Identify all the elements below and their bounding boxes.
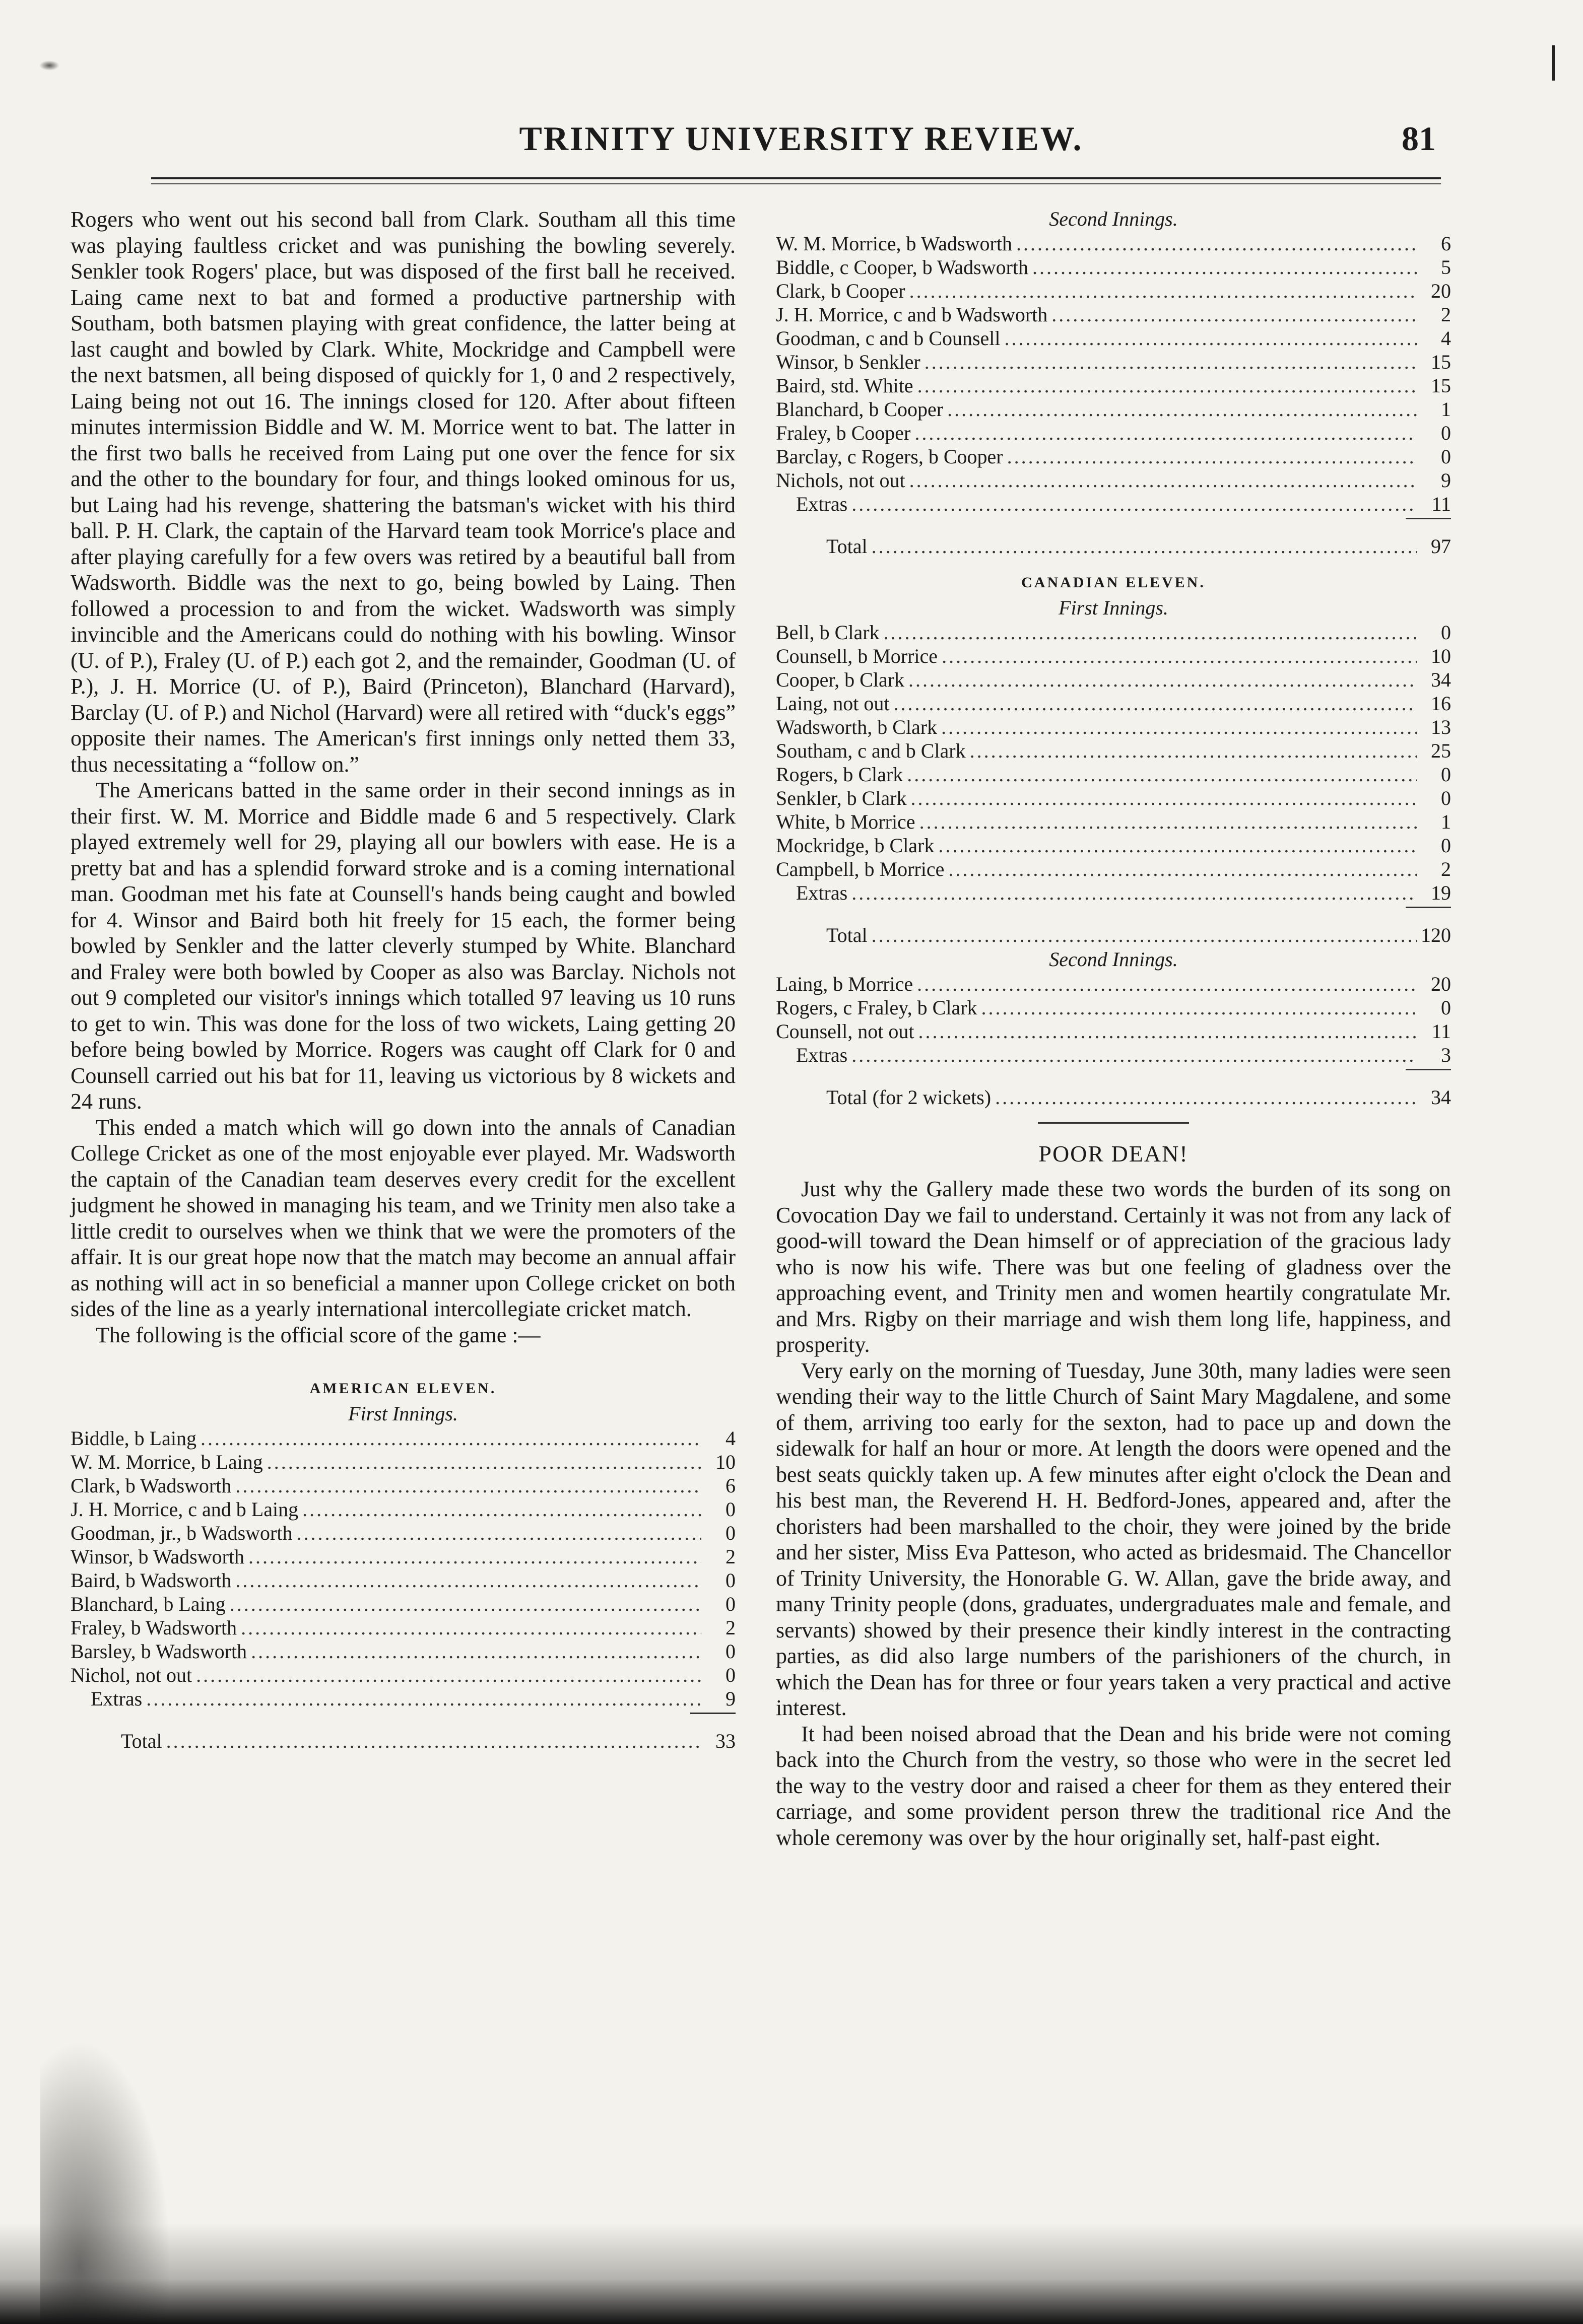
score-row (776, 644, 1451, 668)
batsman-entry: White, b Morrice (776, 810, 915, 833)
runs-value: 9 (1441, 469, 1451, 492)
paragraph: The following is the official score of the game :— (96, 1322, 541, 1347)
leader-dots (948, 857, 1417, 881)
score-row (71, 1474, 736, 1497)
batsman-entry: Biddle, b Laing (71, 1427, 196, 1450)
score-row (776, 739, 1451, 763)
runs-value: 0 (725, 1569, 736, 1592)
leader-dots (1032, 255, 1417, 279)
score-row (71, 1450, 736, 1474)
runs-value: 11 (1431, 493, 1451, 515)
score-row (776, 786, 1451, 810)
batsman-entry: Senkler, b Clark (776, 787, 907, 809)
runs-value: 1 (1441, 398, 1451, 421)
score-row (776, 279, 1451, 303)
batsman-entry: Laing, b Morrice (776, 973, 913, 995)
score-row (776, 621, 1451, 644)
score-row (776, 763, 1451, 786)
innings-heading: First Innings. (1059, 596, 1168, 619)
runs-value: 0 (725, 1640, 736, 1663)
total-runs: 97 (1431, 535, 1451, 558)
leader-dots (251, 1639, 701, 1663)
batsman-entry: Counsell, b Morrice (776, 645, 938, 667)
leader-dots (1051, 303, 1417, 326)
leader-dots (919, 810, 1417, 834)
batsman-entry: Winsor, b Wadsworth (71, 1545, 245, 1568)
score-row (71, 1497, 736, 1521)
leader-dots (908, 668, 1417, 692)
leader-dots (884, 621, 1417, 644)
total-runs: 34 (1431, 1086, 1451, 1109)
batsman-entry: Fraley, b Cooper (776, 422, 911, 444)
runs-value: 10 (1431, 645, 1451, 667)
leader-dots (970, 739, 1417, 763)
batsman-entry: Campbell, b Morrice (776, 858, 945, 880)
total-row (71, 1729, 736, 1753)
runs-value: 0 (725, 1593, 736, 1615)
batsman-entry: Goodman, jr., b Wadsworth (71, 1522, 293, 1544)
batsman-entry: Biddle, c Cooper, b Wadsworth (776, 256, 1029, 279)
score-row (776, 857, 1451, 881)
leader-dots (166, 1729, 701, 1753)
runs-value: 0 (1441, 763, 1451, 786)
runs-value: 0 (1441, 445, 1451, 468)
runs-value: 6 (1441, 232, 1451, 255)
score-row (776, 996, 1451, 1019)
runs-value: 2 (725, 1616, 736, 1639)
runs-value: 6 (725, 1474, 736, 1497)
total-label: Total (for 2 wickets) (826, 1086, 992, 1109)
leader-dots (981, 996, 1417, 1019)
runs-value: 1 (1441, 810, 1451, 833)
left-column (71, 207, 736, 1753)
total-rule (1406, 907, 1451, 908)
runs-value: 20 (1431, 280, 1451, 302)
batsman-entry: J. H. Morrice, c and b Wadsworth (776, 303, 1048, 326)
extras-row (776, 881, 1451, 905)
runs-value: 25 (1431, 739, 1451, 762)
extras-row (776, 1043, 1451, 1067)
score-row (776, 350, 1451, 374)
innings-heading: First Innings. (348, 1402, 458, 1425)
batsman-entry: Clark, b Cooper (776, 280, 905, 302)
paragraph: Rogers who went out his second ball from Clark. Southam all this time was playing faultless cricket and was punishing the bowling severely. Senkler took Rogers' place, but was disposed of the first ball he received. Laing came next to bat and formed a productive partnership with Southam, both batsmen playing with great confidence, the latter being at last caught and bowled by Clark. White, Mockridge and Campbell were the next batsmen, all being disposed of quickly for 1, 0 and 2 respectively, Laing being not out 16. The innings closed for 120. After about fifteen minutes intermission Biddle and W. M. Morrice went to bat. The latter in the first two balls he received from Laing put one over the fence for six and the other to the boundary for four, and things looked ominous for us, but Laing had his revenge, shattering the batsman's wicket with his third ball. P. H. Clark, the captain of the Harvard team took Morrice's place and after playing carefully for a few overs was retired by a beautiful ball from Wadsworth. Biddle was the next to go, being bowled by Laing. Then followed a procession to and from the wicket. Wadsworth was simply invincible and the Americans could do nothing with his bowling. Winsor (U. of P.), Fraley (U. of P.) each got 2, and the remainder, Goodman (U. of P.), J. H. Morrice (U. of P.), Baird (Princeton), Blanchard (Harvard), Barclay (U. of P.) and Nichol (Harvard) were all retired with “duck's eggs” opposite their names. The American's first innings only netted them 33, thus necessitating a “follow on.” (71, 207, 736, 777)
section-divider (1038, 1122, 1189, 1124)
score-row (776, 834, 1451, 857)
leader-dots (201, 1426, 701, 1450)
leader-dots (914, 421, 1417, 445)
leader-dots (918, 1019, 1417, 1043)
batsman-entry: Extras (796, 1044, 848, 1066)
runs-value: 9 (725, 1687, 736, 1710)
leader-dots (235, 1474, 701, 1497)
batsman-entry: Extras (796, 493, 848, 515)
total-runs: 33 (715, 1730, 736, 1752)
paragraph: This ended a match which will go down into the annals of Canadian College Cricket as one of the most enjoyable ever played. Mr. Wadsworth the captain of the Canadian team deserves every credit for the excellent judgment he showed in managing his team, and we Trinity men also take a little credit to ourselves when we think that we were the promoters of the affair. It is our great hope now that the match may become an annual affair as nothing will act in so beneficial a manner upon College cricket on both sides of the line as a yearly international intercollegiate cricket match. (71, 1115, 736, 1321)
score-row (776, 374, 1451, 397)
leader-dots (1016, 232, 1417, 255)
total-row (776, 534, 1451, 558)
runs-value: 16 (1431, 692, 1451, 715)
runs-value: 2 (1441, 858, 1451, 880)
batsman-entry: Rogers, c Fraley, b Clark (776, 996, 977, 1019)
total-label: Total (121, 1730, 162, 1752)
paragraph: Just why the Gallery made these two words the burden of its song on Covocation Day we fail to understand. Certainly it was not from any lack of good-will toward the Dean himself or of appreciation of the gracious lady who is now his wife. There was but one feeling of gladness over the approaching event, and Trinity men and women heartily congratulate Mr. and Mrs. Rigby on their marriage and wish them long life, happiness, and prosperity. (776, 1177, 1451, 1357)
total-runs: 120 (1421, 924, 1451, 946)
leader-dots (942, 644, 1417, 668)
leader-dots (941, 715, 1417, 739)
paragraph: The Americans batted in the same order in their second innings as in their first. W. M. Morrice and Biddle made 6 and 5 respectively. Clark played extremely well for 29, playing all our bowlers with ease. He is a pretty bat and has a splendid forward stroke and is a coming international man. Goodman met his fate at Counsell's hands being caught and bowled for 4. Winsor and Baird both hit freely for 15 each, the former being bowled by Senkler and the latter cleverly stumped by White. Blanchard and Fraley were both bowled by Cooper as also was Barclay. Nichols not out 9 completed our visitor's innings which totalled 97 leaving us 10 runs to get to win. This was done for the loss of two wickets, Laing getting 20 before being bowled by Morrice. Rogers was caught off Clark for 0 and Counsell carried out his bat for 11, leaving us victorious by 8 wickets and 24 runs. (71, 778, 736, 1114)
leader-dots (851, 881, 1417, 905)
batsman-entry: Nichols, not out (776, 469, 905, 492)
batsman-entry: Mockridge, b Clark (776, 834, 935, 857)
leader-dots (196, 1663, 701, 1687)
batsman-entry: Barsley, b Wadsworth (71, 1640, 247, 1663)
page-header (166, 119, 1436, 169)
leader-dots (909, 279, 1417, 303)
batsman-entry: Wadsworth, b Clark (776, 716, 938, 738)
batsman-entry: Winsor, b Senkler (776, 351, 920, 373)
batsman-entry: Baird, std. White (776, 374, 913, 397)
runs-value: 0 (725, 1522, 736, 1544)
batsman-entry: Blanchard, b Cooper (776, 398, 944, 421)
leader-dots (947, 397, 1417, 421)
leader-dots (146, 1687, 701, 1711)
score-row (776, 326, 1451, 350)
batsman-entry: Blanchard, b Laing (71, 1593, 226, 1615)
leader-dots (894, 692, 1417, 715)
leader-dots (1005, 326, 1417, 350)
leader-dots (248, 1545, 701, 1568)
leader-dots (851, 1043, 1417, 1067)
runs-value: 4 (1441, 327, 1451, 350)
page-number: 81 (1402, 119, 1436, 158)
score-row (71, 1426, 736, 1450)
leader-dots (909, 468, 1417, 492)
runs-value: 34 (1431, 668, 1451, 691)
total-row (776, 1085, 1451, 1109)
total-rule (1406, 518, 1451, 519)
runs-value: 0 (1441, 621, 1451, 644)
header-rule-thin (151, 183, 1441, 184)
runs-value: 0 (1441, 996, 1451, 1019)
leader-dots (302, 1497, 701, 1521)
batsman-entry: Extras (796, 881, 848, 904)
score-row (776, 1019, 1451, 1043)
batsman-entry: W. M. Morrice, b Laing (71, 1451, 263, 1473)
score-row (71, 1545, 736, 1568)
total-label: Total (826, 924, 868, 946)
batsman-entry: Southam, c and b Clark (776, 739, 966, 762)
runs-value: 10 (715, 1451, 736, 1473)
score-row (71, 1568, 736, 1592)
paragraph: Very early on the morning of Tuesday, June 30th, many ladies were seen wending their way to the little Church of Saint Mary Magdalene, and some of them, arriving too early for the sexton, had to pace up and down the sidewalk for half an hour or more. At length the doors were opened and the best seats quickly taken up. A few minutes after eight o'clock the Dean and his best man, the Reverend H. H. Bedford-Jones, appeared and, after the choristers had been marshalled to the choir, they were joined by the bride and her sister, Miss Eva Patteson, who acted as bridesmaid. The Chancellor of Trinity University, the Honorable G. W. Allan, gave the bride away, and many Trinity people (dons, graduates, undergraduates male and female, and servants) showed by their presence their kindly interest in the contracting parties, as did also large numbers of the parishioners of the church, in which the Dean has for three or four years taken a very practical and active interest. (776, 1358, 1451, 1720)
batsman-entry: Rogers, b Clark (776, 763, 903, 786)
leader-dots (241, 1616, 701, 1639)
canadian-eleven-heading: CANADIAN ELEVEN. (1021, 574, 1206, 591)
scan-bottom-edge (0, 2223, 1583, 2324)
paragraph: It had been noised abroad that the Dean and his bride were not coming back into the Church from the vestry, so those who were in the secret led the way to the vestry door and raised a cheer for them as they entered their carriage, and some provident person threw the traditional rice And the whole ceremony was over by the hour originally set, half-past eight. (776, 1721, 1451, 1850)
score-row (776, 810, 1451, 834)
score-row (776, 692, 1451, 715)
batsman-entry: W. M. Morrice, b Wadsworth (776, 232, 1012, 255)
leader-dots (872, 534, 1417, 558)
scorecard-canadian-first (776, 621, 1451, 947)
total-rule (690, 1713, 736, 1714)
batsman-entry: J. H. Morrice, c and b Laing (71, 1498, 299, 1521)
batsman-entry: Barclay, c Rogers, b Cooper (776, 445, 1003, 468)
runs-value: 0 (1441, 422, 1451, 444)
leader-dots (917, 374, 1417, 397)
scorecard-canadian-second (776, 972, 1451, 1109)
american-eleven-heading: AMERICAN ELEVEN. (309, 1380, 497, 1397)
score-row (776, 303, 1451, 326)
batsman-entry: Clark, b Wadsworth (71, 1474, 232, 1497)
leader-dots (872, 923, 1417, 947)
innings-heading: Second Innings. (1049, 948, 1178, 971)
score-row (776, 232, 1451, 255)
batsman-entry: Laing, not out (776, 692, 890, 715)
leader-dots (925, 350, 1417, 374)
runs-value: 19 (1431, 881, 1451, 904)
leader-dots (235, 1568, 701, 1592)
score-row (776, 445, 1451, 468)
batsman-entry: Bell, b Clark (776, 621, 880, 644)
total-label: Total (826, 535, 868, 558)
leader-dots (995, 1085, 1417, 1109)
runs-value: 13 (1431, 716, 1451, 738)
runs-value: 2 (725, 1545, 736, 1568)
runs-value: 20 (1431, 973, 1451, 995)
runs-value: 4 (725, 1427, 736, 1450)
article-title: POOR DEAN! (1038, 1141, 1189, 1167)
batsman-entry: Fraley, b Wadsworth (71, 1616, 237, 1639)
extras-row (71, 1687, 736, 1711)
scorecard-american-second (776, 232, 1451, 558)
runs-value: 0 (1441, 787, 1451, 809)
score-row (71, 1521, 736, 1545)
score-row (776, 972, 1451, 996)
score-row (776, 715, 1451, 739)
runs-value: 15 (1431, 351, 1451, 373)
leader-dots (851, 492, 1417, 516)
score-row (71, 1663, 736, 1687)
batsman-entry: Nichol, not out (71, 1664, 192, 1686)
runs-value: 11 (1431, 1020, 1451, 1043)
scorecard-american-first (71, 1426, 736, 1753)
runs-value: 0 (725, 1664, 736, 1686)
journal-title: TRINITY UNIVERSITY REVIEW. (519, 119, 1083, 158)
score-row (776, 255, 1451, 279)
leader-dots (938, 834, 1417, 857)
runs-value: 0 (725, 1498, 736, 1521)
leader-dots (910, 786, 1417, 810)
ink-smudge (39, 60, 59, 71)
runs-value: 3 (1441, 1044, 1451, 1066)
right-column (776, 207, 1451, 1851)
total-row (776, 923, 1451, 947)
score-row (776, 397, 1451, 421)
score-row (71, 1592, 736, 1616)
runs-value: 15 (1431, 374, 1451, 397)
runs-value: 0 (1441, 834, 1451, 857)
score-row (71, 1639, 736, 1663)
leader-dots (267, 1450, 701, 1474)
runs-value: 5 (1441, 256, 1451, 279)
leader-dots (296, 1521, 701, 1545)
score-row (71, 1616, 736, 1639)
score-row (776, 421, 1451, 445)
batsman-entry: Extras (91, 1687, 143, 1710)
score-row (776, 468, 1451, 492)
batsman-entry: Cooper, b Clark (776, 668, 905, 691)
extras-row (776, 492, 1451, 516)
page-edge-mark (1552, 45, 1555, 81)
leader-dots (1007, 445, 1417, 468)
leader-dots (230, 1592, 701, 1616)
batsman-entry: Goodman, c and b Counsell (776, 327, 1001, 350)
innings-heading: Second Innings. (1049, 208, 1178, 230)
leader-dots (917, 972, 1417, 996)
header-rule (151, 177, 1441, 179)
runs-value: 2 (1441, 303, 1451, 326)
batsman-entry: Baird, b Wadsworth (71, 1569, 232, 1592)
score-row (776, 668, 1451, 692)
batsman-entry: Counsell, not out (776, 1020, 914, 1043)
leader-dots (907, 763, 1417, 786)
total-rule (1406, 1069, 1451, 1070)
